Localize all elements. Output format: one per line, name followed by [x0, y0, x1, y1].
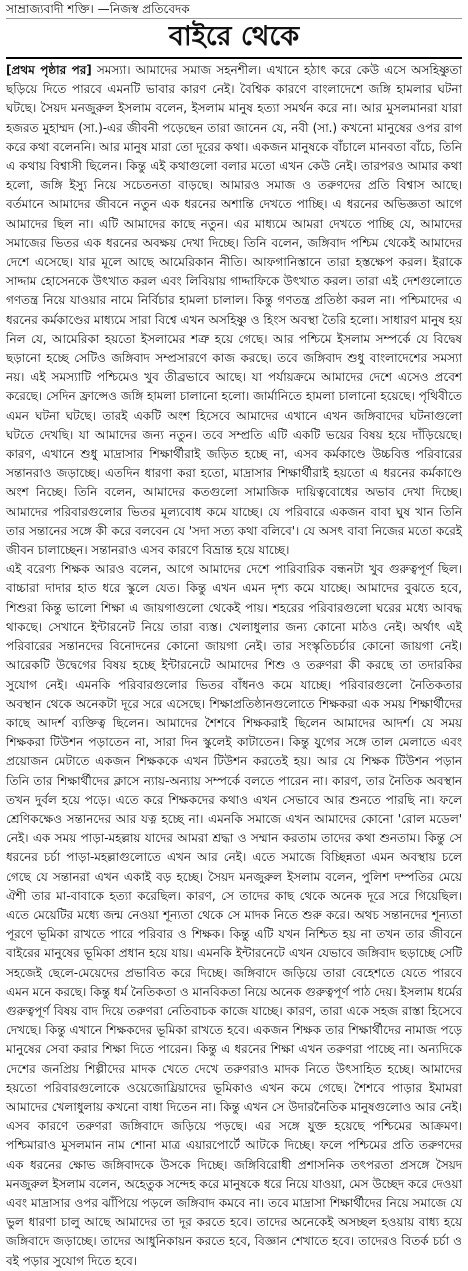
article-headline: বাইরে থেকে [6, 19, 462, 59]
previous-article-tail: সাম্রাজ্যবাদী শক্তি। —নিজস্ব প্রতিবেদক [6, 0, 462, 19]
continued-label: [প্রথম পৃষ্ঠার পর] [6, 63, 92, 77]
article-paragraph: এই বরেণ্য শিক্ষক আরও বলেন, আগে আমাদের দেশে পারিবারিক বন্ধনটা খুব গুরুত্বপূর্ণ ছিল। বাচ্চারা দাদার হাত ধরে স্কুলে যেত। কিন্তু এখন এমন দৃশ্য কমে যাচ্ছে। আমাদের বুঝতে হবে, শিশুরা কিন্তু ভালো শিক্ষা এ জায়গাগুলো থেকেই পায়। শহরের পরিবারগুলো ঘরের মধ্যে আবদ্ধ থাকছে। সেখানে ইন্টারনেট নিয়ে তারা ব্যস্ত। খেলাধুলার জন্য কোনো মাঠও নেই। অর্থাৎ এই পরিবারের সন্তানদের বিনোদনের কোনো জায়গা নেই। তার সংস্কৃতিচর্চার কোনো জায়গা নেই। আরেকটি উদ্বেগের বিষয় হচ্ছে ইন্টারনেটে আমাদের শিশু ও তরুণরা কী করছে তা তদারকির সুযোগ নেই। এমনকি পরিবারগুলোর ভিতর বাঁধনও কমে যাচ্ছে। পরিবারগুলো নৈতিকতার অবস্থান থেকে অনেকটা দূরে সরে এসেছে। শিক্ষাপ্রতিষ্ঠানগুলোতে শিক্ষকরা এক সময় শিক্ষার্থীদের কাছে আদর্শ ব্যক্তিত্ব ছিলেন। আমাদের শৈশবে শিক্ষকরাই ছিলেন আমাদের আদর্শ। যে সময় শিক্ষকরা টিউশন পড়াতেন না, সারা দিন স্কুলেই কাটাতেন। কিন্তু যুগের সঙ্গে তাল মেলাতে এবং প্রয়োজন মেটাতে একজন শিক্ষককে এখন টিউশন করতেই হয়। আর যে শিক্ষক টিউশন পড়ান তিনি তার শিক্ষার্থীদের ক্লাসে ন্যায়-অন্যায় সম্পর্কে বলতে পারেন না। কারণ, তার নৈতিক অবস্থান তখন দুর্বল হয়ে পড়ে। এতে করে শিক্ষকদের কথাও এখন সেভাবে আর শুনতে পারছি না। ফলে শ্রেণিকক্ষেও সন্তানদের আর যত্ন হচ্ছে না। এমনকি সমাজে এখন আমাদের কোনো 'রোল মডেল' নেই। এক সময় পাড়া-মহল্লায় যাদের আমরা শ্রদ্ধা ও সম্মান করতাম তাদের কথা শুনতাম। কিন্তু সে ধরনের চর্চা পাড়া-মহল্লাগুলোতে এখন আর নেই। এতে সমাজে বিচ্ছিন্নতা এমন অবস্থায় চলে গেছে যে সন্তানরা এখন একাই বড় হচ্ছে। সৈয়দ মনজুরুল ইসলাম বলেন, পুলিশ দম্পতির মেয়ে ঐশী তার মা-বাবাকে হত্যা করেছিল। কারণ, সে তাদের কাছ থেকে অনেক দূরে সরে গিয়েছিল। এতে মেয়েটির মধ্যে জন্ম নেওয়া শূন্যতা থেকে সে মাদক নিতে শুরু করে। অথচ সন্তানদের শূন্যতা পূরণে ভূমিকা রাখতে পারে পরিবার ও শিক্ষক। কিন্তু এটি যখন নিশ্চিত হয় না তখন তার জীবনে বাইরের মানুষের ভূমিকা প্রধান হয়ে যায়। এমনকি ইন্টারনেটে এখন যেভাবে জঙ্গিবাদ ছড়াচ্ছে সেটি সহজেই ছেলে-মেয়েদের প্রভাবিত করে দিচ্ছে। জঙ্গিবাদে জড়িয়ে তারা বেহেশতে যেতে পারবে এমন মনে করছে। কিন্তু ধর্ম নৈতিকতা ও মানবিকতা নিয়ে অনেক গুরুত্বপূর্ণ পাঠ দেয়। ইসলাম ধর্মের গুরুত্বপূর্ণ বিষয় বাদ দিয়ে তরুণরা নেতিবাচক কাজে যাচ্ছে। কারণ, তারা একে সহজ রাস্তা হিসেবে দেখছে। কিন্তু এখানে শিক্ষকদের ভূমিকা রাখতে হবে। একজন শিক্ষক তার শিক্ষার্থীদের নামাজ পড়ে মানুষের সেবা করার শিক্ষা দিতে পারেন। কিন্তু এ ধরনের শিক্ষা এখন তরুণরা পাচ্ছে না। অন্যদিকে দেশের জনপ্রিয় শিল্পীদের মাদক খেতে দেখে তরুণরাও মাদক নিতে উৎসাহিত হচ্ছে। আমাদের হয়তো পরিবারগুলোকে ওয়েজোয়্রিয়াদের ভূমিকাও এখন কমে গেছে। শৈশবে পাড়ার ইমামরা আমাদের খেলাধুলায় কখনো বাধা দিতেন না। কিন্তু এখন সে উদারনৈতিক মানুষগুলোও আর নেই। এসব কারণে তরুণরা জঙ্গিবাদে জড়িয়ে পড়ছে। এর সঙ্গে যুক্ত হয়েছে পশ্চিমের আক্রমণ। পশ্চিমারাও মুসলমান নাম শোনা মাত্র এয়ারপোর্টে আটকে দিচ্ছে। ফলে পশ্চিমের প্রতি তরুণদের এক ধরনের ক্ষোভ জঙ্গিবাদকে উসকে দিচ্ছে। জঙ্গিবিরোধী প্রশাসনিক তৎপরতা প্রসঙ্গে সৈয়দ মনজুরুল ইসলাম বলেন, অহেতুক সন্দেহ করে মানুষকে ধরে নিয়ে যাওয়া, মেস উচ্ছেদ করে দেওয়া এবং মাদ্রাসার ওপর ঝাঁপিয়ে পড়লে জঙ্গিবাদ কমবে না। তবে মাদ্রাসা শিক্ষার্থীদের নিয়ে সমাজে যে ভুল ধারণা চালু আছে আমাদের তা দূর করতে হবে। তাদের অনেকেই অসচ্ছল হওয়ায় বাধ্য হয়ে জঙ্গিবাদে জড়াচ্ছে। তাদের আধুনিকায়ন করতে হবে, বিজ্ঞান শেখাতে হবে। তাদেরও বিতর্ক চর্চা ও বই পড়ার সুযোগ দিতে হবে। [6, 562, 462, 1268]
article-body [6, 61, 462, 1268]
article-paragraph [6, 61, 462, 560]
paragraph-text: সমস্যা। আমাদের সমাজ সহনশীল। এখানে হঠাৎ করে কেউ এসে অসহিষ্ণুতা ছড়িয়ে দিতে পারবে এমনটি ভাবার কারণ নেই। বৈশ্বিক কারণে বাংলাদেশে জঙ্গি হামলার ঘটনা ঘটছে। সৈয়দ মনজুরুল ইসলাম বলেন, ইসলাম মানুষ হত্যা সমর্থন করে না। আর মুসলমানরা যারা হজরত মুহাম্মদ (সা.)-এর জীবনী পড়েছেন তারা জানেন যে, নবী (সা.) কখনো মানুষের ওপর রাগ করে কথা বলেননি। আর মানুষ মারা তো দূরের কথা। একজন মানুষকে বাঁচালে মানবতা বাঁচে, তিনি এ কথায় বিশ্বাসী ছিলেন। কিন্তু এই কথাগুলো বলার মতো এখন কেউ নেই। তারপরও আমার কথা হলো, জঙ্গি ইস্যু নিয়ে সচেতনতা বাড়ছে। আমারও সমাজ ও তরুণদের প্রতি বিশ্বাস আছে। বর্তমানে আমাদের জীবনে নতুন এক ধরনের অশান্তি দেখতে পাচ্ছি। এ ধরনের অভিজ্ঞতা আগে আমাদের ছিল না। এটি আমাদের কাছে নতুন। এর মাধ্যমে আমরা দেখতে পাচ্ছি যে, আমাদের সমাজের ভিতর এক ধরনের অবক্ষয় দেখা দিচ্ছে। তিনি বলেন, জঙ্গিবাদ পশ্চিম থেকেই আমাদের দেশে এসেছে। যার মূলে আছে আমেরিকান নীতি। আফগানিস্তানে তারা হস্তক্ষেপ করল। ইরাকে সাদ্দাম হোসেনকে উৎখাত করল এবং লিবিয়ায় গাদ্দাফিকে উৎখাত করল। তারা এই দেশগুলোতে গণতন্ত্র নিয়ে যাওয়ার নামে নির্বিচার হামলা চালাল। কিন্তু গণতন্ত্র প্রতিষ্ঠা করল না। পশ্চিমাদের এ ধরনের কর্মকাণ্ডের মাধ্যমে সারা বিশ্বে এখন অসহিষ্ণু ও হিংস অবস্থা তৈরি হলো। সাধারণ মানুষ হয় নিল যে, আমেরিকা হয়তো ইসলামের শত্রু হয়ে গেছে। আর পশ্চিমে ইসলাম সম্পর্কে যে বিদ্বেষ ছড়ানো হচ্ছে সেটিও জঙ্গিবাদ সম্প্রসারণে কাজ করছে। তবে জঙ্গিবাদ শুধু বাংলাদেশের সমস্যা নয়। এই সমস্যাটি পশ্চিমেও খুব তীব্রভাবে আছে। যা পর্যায়ক্রমে আমাদের দেশে এসেও প্রবেশ করেছে। সেদিন ফ্রান্সেও জঙ্গি হামলা চালানো হলো। জার্মানিতে হামলা চালানো হয়েছে। পৃথিবীতে এমন ঘটনা ঘটছে। তারই একটি অংশ হিসেবে আমাদের এখানে এখন জঙ্গিবাদের ঘটনাগুলো ঘটতে দেখছি। যা আমাদের জন্য নতুন। তবে সম্প্রতি এটি একটি ভয়ের বিষয় হয়ে দাঁড়িয়েছে। কারণ, এখানে শুধু মাদ্রাসার শিক্ষার্থীরাই জড়িত হচ্ছে না, এসব কর্মকাণ্ডে উচ্চবিত্ত পরিবারের সন্তানরাও জড়াচ্ছে। এতদিন ধারণা করা হতো, মাদ্রাসার শিক্ষার্থীরাই হয়তো এ ধরনের কর্মকাণ্ডে অংশ নিচ্ছে। তিনি বলেন, আমাদের কতগুলো সামাজিক দায়িত্ববোধের অভাব দেখা দিচ্ছে। আমাদের পরিবারগুলোর ভিতর মূল্যবোধ কমে যাচ্ছে। যে পরিবারে একজন বাবা ঘুষ খান তিনি তার সন্তানের সঙ্গে কী করে বলবেন যে 'সদা সত্য কথা বলিবে'। যে অসৎ বাবা নিজের মতো করেই জীবন চালাচ্ছেন। সন্তানরাও এসব কারণে বিভ্রান্ত হয়ে যাচ্ছে। [6, 63, 462, 558]
